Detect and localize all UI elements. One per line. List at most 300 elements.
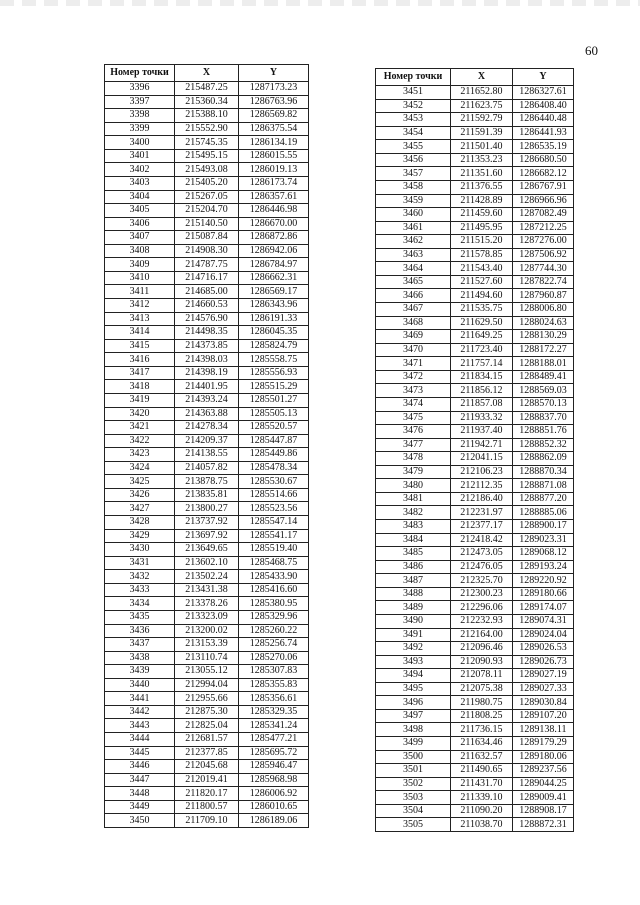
cell-y: 1285824.79 xyxy=(239,339,309,353)
cell-y: 1289180.06 xyxy=(513,750,574,764)
cell-point-number: 3481 xyxy=(376,492,451,506)
cell-x: 215360.34 xyxy=(175,95,239,109)
cell-x: 211543.40 xyxy=(451,262,513,276)
table-row xyxy=(105,814,309,828)
cell-y: 1286784.97 xyxy=(239,258,309,272)
cell-point-number: 3462 xyxy=(376,235,451,249)
table-row xyxy=(376,140,574,154)
cell-y: 1285505.13 xyxy=(239,407,309,421)
cell-point-number: 3431 xyxy=(105,556,175,570)
cell-point-number: 3432 xyxy=(105,570,175,584)
cell-y: 1286446.98 xyxy=(239,204,309,218)
cell-x: 213800.27 xyxy=(175,502,239,516)
cell-x: 214393.24 xyxy=(175,393,239,407)
cell-point-number: 3490 xyxy=(376,614,451,628)
table-row xyxy=(376,235,574,249)
cell-x: 212300.23 xyxy=(451,587,513,601)
cell-y: 1289027.33 xyxy=(513,682,574,696)
header-x: X xyxy=(451,69,513,86)
cell-x: 213835.81 xyxy=(175,488,239,502)
cell-point-number: 3441 xyxy=(105,692,175,706)
cell-y: 1289026.53 xyxy=(513,642,574,656)
table-row xyxy=(105,299,309,313)
table-row xyxy=(105,800,309,814)
cell-point-number: 3494 xyxy=(376,669,451,683)
cell-y: 1288900.17 xyxy=(513,520,574,534)
cell-point-number: 3424 xyxy=(105,461,175,475)
cell-y: 1286375.54 xyxy=(239,122,309,136)
table-row xyxy=(105,692,309,706)
cell-point-number: 3478 xyxy=(376,452,451,466)
table-row xyxy=(376,492,574,506)
table-row xyxy=(376,425,574,439)
table-row xyxy=(376,764,574,778)
table-row xyxy=(105,773,309,787)
table-row xyxy=(376,330,574,344)
cell-x: 211800.57 xyxy=(175,800,239,814)
table-row xyxy=(376,343,574,357)
table-row xyxy=(376,153,574,167)
table-row xyxy=(376,316,574,330)
table-row xyxy=(376,682,574,696)
cell-point-number: 3497 xyxy=(376,709,451,723)
table-row xyxy=(376,208,574,222)
cell-x: 211351.60 xyxy=(451,167,513,181)
table-row xyxy=(105,556,309,570)
table-row xyxy=(376,791,574,805)
cell-x: 211834.15 xyxy=(451,370,513,384)
cell-y: 1285501.27 xyxy=(239,393,309,407)
cell-y: 1285380.95 xyxy=(239,597,309,611)
cell-y: 1287506.92 xyxy=(513,248,574,262)
cell-x: 211591.39 xyxy=(451,126,513,140)
cell-y: 1285307.83 xyxy=(239,665,309,679)
cell-x: 214498.35 xyxy=(175,326,239,340)
cell-point-number: 3504 xyxy=(376,804,451,818)
table-row xyxy=(376,506,574,520)
cell-x: 213697.92 xyxy=(175,529,239,543)
cell-y: 1286189.06 xyxy=(239,814,309,828)
cell-y: 1286682.12 xyxy=(513,167,574,181)
cell-y: 1289237.56 xyxy=(513,764,574,778)
cell-point-number: 3482 xyxy=(376,506,451,520)
table-row xyxy=(105,787,309,801)
cell-y: 1288570.13 xyxy=(513,397,574,411)
cell-y: 1286045.35 xyxy=(239,326,309,340)
cell-point-number: 3408 xyxy=(105,244,175,258)
cell-point-number: 3417 xyxy=(105,366,175,380)
cell-point-number: 3413 xyxy=(105,312,175,326)
cell-point-number: 3423 xyxy=(105,448,175,462)
cell-y: 1285558.75 xyxy=(239,353,309,367)
header-point-number: Номер точки xyxy=(376,69,451,86)
cell-x: 211535.75 xyxy=(451,303,513,317)
table-row xyxy=(376,275,574,289)
cell-point-number: 3443 xyxy=(105,719,175,733)
cell-y: 1285447.87 xyxy=(239,434,309,448)
cell-y: 1286343.96 xyxy=(239,299,309,313)
cell-point-number: 3403 xyxy=(105,176,175,190)
table-row xyxy=(376,452,574,466)
cell-y: 1286763.96 xyxy=(239,95,309,109)
cell-y: 1289138.11 xyxy=(513,723,574,737)
cell-x: 212096.46 xyxy=(451,642,513,656)
cell-x: 215493.08 xyxy=(175,163,239,177)
cell-point-number: 3435 xyxy=(105,610,175,624)
cell-y: 1289174.07 xyxy=(513,601,574,615)
cell-y: 1285556.93 xyxy=(239,366,309,380)
table-row xyxy=(376,113,574,127)
cell-x: 211980.75 xyxy=(451,696,513,710)
cell-y: 1285523.56 xyxy=(239,502,309,516)
cell-point-number: 3479 xyxy=(376,465,451,479)
cell-y: 1285341.24 xyxy=(239,719,309,733)
table-row xyxy=(376,628,574,642)
scan-artifact-strip xyxy=(0,0,640,6)
table-row xyxy=(105,461,309,475)
table-row xyxy=(105,583,309,597)
cell-x: 211629.50 xyxy=(451,316,513,330)
cell-point-number: 3446 xyxy=(105,760,175,774)
cell-x: 211494.60 xyxy=(451,289,513,303)
cell-point-number: 3406 xyxy=(105,217,175,231)
cell-point-number: 3502 xyxy=(376,777,451,791)
table-row xyxy=(376,167,574,181)
cell-point-number: 3442 xyxy=(105,705,175,719)
cell-x: 215087.84 xyxy=(175,231,239,245)
cell-x: 211515.20 xyxy=(451,235,513,249)
cell-x: 212186.40 xyxy=(451,492,513,506)
table-row xyxy=(376,289,574,303)
table-row xyxy=(105,434,309,448)
cell-x: 211428.89 xyxy=(451,194,513,208)
cell-y: 1289024.04 xyxy=(513,628,574,642)
cell-x: 213878.75 xyxy=(175,475,239,489)
cell-point-number: 3425 xyxy=(105,475,175,489)
cell-point-number: 3499 xyxy=(376,737,451,751)
cell-y: 1288006.80 xyxy=(513,303,574,317)
table-row xyxy=(105,380,309,394)
table-row xyxy=(376,479,574,493)
cell-point-number: 3440 xyxy=(105,678,175,692)
cell-x: 213055.12 xyxy=(175,665,239,679)
cell-y: 1286357.61 xyxy=(239,190,309,204)
cell-x: 214401.95 xyxy=(175,380,239,394)
cell-y: 1286327.61 xyxy=(513,86,574,100)
table-row xyxy=(105,122,309,136)
cell-x: 211820.17 xyxy=(175,787,239,801)
cell-point-number: 3405 xyxy=(105,204,175,218)
cell-point-number: 3401 xyxy=(105,149,175,163)
table-row xyxy=(376,614,574,628)
cell-point-number: 3503 xyxy=(376,791,451,805)
cell-point-number: 3414 xyxy=(105,326,175,340)
table-row xyxy=(376,99,574,113)
cell-x: 211856.12 xyxy=(451,384,513,398)
cell-y: 1285355.83 xyxy=(239,678,309,692)
cell-point-number: 3400 xyxy=(105,136,175,150)
cell-y: 1285695.72 xyxy=(239,746,309,760)
table-row xyxy=(376,438,574,452)
cell-point-number: 3466 xyxy=(376,289,451,303)
cell-x: 215204.70 xyxy=(175,204,239,218)
cell-x: 212090.93 xyxy=(451,655,513,669)
table-row xyxy=(105,651,309,665)
cell-point-number: 3500 xyxy=(376,750,451,764)
table-row xyxy=(105,502,309,516)
cell-x: 212325.70 xyxy=(451,574,513,588)
cell-y: 1286191.33 xyxy=(239,312,309,326)
table-row xyxy=(376,750,574,764)
cell-x: 213649.65 xyxy=(175,543,239,557)
cell-point-number: 3457 xyxy=(376,167,451,181)
table-row xyxy=(105,149,309,163)
table-row xyxy=(376,411,574,425)
cell-point-number: 3454 xyxy=(376,126,451,140)
table-row xyxy=(105,285,309,299)
cell-x: 212476.05 xyxy=(451,560,513,574)
cell-y: 1286662.31 xyxy=(239,271,309,285)
cell-y: 1288852.32 xyxy=(513,438,574,452)
cell-y: 1285356.61 xyxy=(239,692,309,706)
cell-y: 1288862.09 xyxy=(513,452,574,466)
cell-x: 214373.85 xyxy=(175,339,239,353)
cell-x: 212473.05 xyxy=(451,547,513,561)
cell-point-number: 3422 xyxy=(105,434,175,448)
table-header-row xyxy=(376,69,574,86)
cell-x: 213323.09 xyxy=(175,610,239,624)
cell-point-number: 3468 xyxy=(376,316,451,330)
cell-y: 1289068.12 xyxy=(513,547,574,561)
cell-y: 1287960.87 xyxy=(513,289,574,303)
cell-point-number: 3418 xyxy=(105,380,175,394)
cell-x: 211376.55 xyxy=(451,180,513,194)
cell-x: 211937.40 xyxy=(451,425,513,439)
cell-y: 1285519.40 xyxy=(239,543,309,557)
cell-point-number: 3453 xyxy=(376,113,451,127)
table-row xyxy=(105,665,309,679)
cell-y: 1287276.00 xyxy=(513,235,574,249)
cell-x: 213110.74 xyxy=(175,651,239,665)
table-row xyxy=(105,705,309,719)
cell-x: 211623.75 xyxy=(451,99,513,113)
cell-y: 1286942.06 xyxy=(239,244,309,258)
cell-point-number: 3445 xyxy=(105,746,175,760)
table-row xyxy=(105,339,309,353)
table-row xyxy=(376,303,574,317)
cell-x: 215405.20 xyxy=(175,176,239,190)
table-row xyxy=(105,326,309,340)
cell-x: 212377.85 xyxy=(175,746,239,760)
cell-point-number: 3474 xyxy=(376,397,451,411)
cell-y: 1288871.08 xyxy=(513,479,574,493)
cell-x: 214660.53 xyxy=(175,299,239,313)
cell-y: 1286670.00 xyxy=(239,217,309,231)
header-y: Y xyxy=(513,69,574,86)
table-row xyxy=(105,610,309,624)
table-row xyxy=(376,384,574,398)
cell-y: 1287822.74 xyxy=(513,275,574,289)
cell-x: 211649.25 xyxy=(451,330,513,344)
cell-y: 1288130.29 xyxy=(513,330,574,344)
cell-point-number: 3493 xyxy=(376,655,451,669)
table-row xyxy=(105,570,309,584)
cell-point-number: 3473 xyxy=(376,384,451,398)
cell-y: 1285530.67 xyxy=(239,475,309,489)
cell-y: 1286010.65 xyxy=(239,800,309,814)
table-row xyxy=(376,248,574,262)
cell-point-number: 3411 xyxy=(105,285,175,299)
table-row xyxy=(376,655,574,669)
cell-y: 1288877.20 xyxy=(513,492,574,506)
cell-y: 1286569.17 xyxy=(239,285,309,299)
cell-y: 1286966.96 xyxy=(513,194,574,208)
cell-point-number: 3397 xyxy=(105,95,175,109)
cell-y: 1285468.75 xyxy=(239,556,309,570)
cell-y: 1286134.19 xyxy=(239,136,309,150)
cell-x: 213431.38 xyxy=(175,583,239,597)
cell-point-number: 3410 xyxy=(105,271,175,285)
cell-y: 1289179.29 xyxy=(513,737,574,751)
table-row xyxy=(105,366,309,380)
cell-y: 1286015.55 xyxy=(239,149,309,163)
table-row xyxy=(105,95,309,109)
cell-x: 211431.70 xyxy=(451,777,513,791)
table-row xyxy=(105,597,309,611)
cell-x: 211353.23 xyxy=(451,153,513,167)
cell-y: 1288489.41 xyxy=(513,370,574,384)
cell-y: 1288188.01 xyxy=(513,357,574,371)
cell-point-number: 3488 xyxy=(376,587,451,601)
cell-y: 1285946.47 xyxy=(239,760,309,774)
cell-y: 1286408.40 xyxy=(513,99,574,113)
table-row xyxy=(105,271,309,285)
cell-point-number: 3464 xyxy=(376,262,451,276)
cell-point-number: 3480 xyxy=(376,479,451,493)
table-row xyxy=(376,696,574,710)
table-row xyxy=(376,777,574,791)
cell-y: 1286440.48 xyxy=(513,113,574,127)
table-header-row xyxy=(105,65,309,82)
cell-point-number: 3396 xyxy=(105,82,175,96)
table-row xyxy=(105,475,309,489)
table-row xyxy=(376,465,574,479)
cell-point-number: 3458 xyxy=(376,180,451,194)
cell-point-number: 3436 xyxy=(105,624,175,638)
cell-x: 214716.17 xyxy=(175,271,239,285)
table-row xyxy=(376,397,574,411)
cell-y: 1288024.63 xyxy=(513,316,574,330)
table-row xyxy=(105,176,309,190)
cell-point-number: 3469 xyxy=(376,330,451,344)
table-row xyxy=(105,624,309,638)
cell-point-number: 3491 xyxy=(376,628,451,642)
cell-x: 213153.39 xyxy=(175,638,239,652)
cell-x: 215267.05 xyxy=(175,190,239,204)
table-row xyxy=(376,547,574,561)
cell-x: 212875.30 xyxy=(175,705,239,719)
cell-point-number: 3470 xyxy=(376,343,451,357)
cell-x: 212825.04 xyxy=(175,719,239,733)
cell-point-number: 3412 xyxy=(105,299,175,313)
table-row xyxy=(105,448,309,462)
cell-point-number: 3452 xyxy=(376,99,451,113)
cell-y: 1286006.92 xyxy=(239,787,309,801)
cell-point-number: 3428 xyxy=(105,516,175,530)
cell-x: 211459.60 xyxy=(451,208,513,222)
cell-y: 1285520.57 xyxy=(239,421,309,435)
cell-x: 211339.10 xyxy=(451,791,513,805)
table-row xyxy=(376,737,574,751)
cell-x: 214398.19 xyxy=(175,366,239,380)
cell-x: 211501.40 xyxy=(451,140,513,154)
cell-x: 215487.25 xyxy=(175,82,239,96)
table-row xyxy=(105,760,309,774)
table-row xyxy=(105,393,309,407)
cell-point-number: 3419 xyxy=(105,393,175,407)
table-row xyxy=(376,818,574,832)
cell-point-number: 3467 xyxy=(376,303,451,317)
table-row xyxy=(105,258,309,272)
cell-point-number: 3429 xyxy=(105,529,175,543)
table-row xyxy=(105,312,309,326)
cell-x: 211578.85 xyxy=(451,248,513,262)
cell-point-number: 3416 xyxy=(105,353,175,367)
table-row xyxy=(376,180,574,194)
cell-point-number: 3433 xyxy=(105,583,175,597)
cell-y: 1285329.96 xyxy=(239,610,309,624)
cell-point-number: 3487 xyxy=(376,574,451,588)
table-row xyxy=(105,109,309,123)
cell-x: 214057.82 xyxy=(175,461,239,475)
cell-point-number: 3476 xyxy=(376,425,451,439)
cell-x: 211736.15 xyxy=(451,723,513,737)
cell-y: 1289180.66 xyxy=(513,587,574,601)
cell-point-number: 3450 xyxy=(105,814,175,828)
table-row xyxy=(105,163,309,177)
cell-x: 214363.88 xyxy=(175,407,239,421)
cell-y: 1286173.74 xyxy=(239,176,309,190)
table-row xyxy=(376,709,574,723)
cell-point-number: 3489 xyxy=(376,601,451,615)
header-x: X xyxy=(175,65,239,82)
table-row xyxy=(376,533,574,547)
cell-y: 1288885.06 xyxy=(513,506,574,520)
cell-x: 211490.65 xyxy=(451,764,513,778)
table-row xyxy=(105,543,309,557)
cell-y: 1287744.30 xyxy=(513,262,574,276)
cell-x: 212078.11 xyxy=(451,669,513,683)
cell-y: 1285329.35 xyxy=(239,705,309,719)
table-row xyxy=(105,529,309,543)
table-row xyxy=(376,86,574,100)
cell-y: 1289030.84 xyxy=(513,696,574,710)
cell-y: 1285515.29 xyxy=(239,380,309,394)
table-row xyxy=(105,82,309,96)
table-row xyxy=(105,488,309,502)
table-row xyxy=(105,746,309,760)
cell-x: 212041.15 xyxy=(451,452,513,466)
header-y: Y xyxy=(239,65,309,82)
table-row xyxy=(376,560,574,574)
cell-y: 1285968.98 xyxy=(239,773,309,787)
cell-x: 212377.17 xyxy=(451,520,513,534)
cell-point-number: 3456 xyxy=(376,153,451,167)
cell-x: 212955.66 xyxy=(175,692,239,706)
table-row xyxy=(105,516,309,530)
cell-point-number: 3438 xyxy=(105,651,175,665)
table-row xyxy=(376,574,574,588)
